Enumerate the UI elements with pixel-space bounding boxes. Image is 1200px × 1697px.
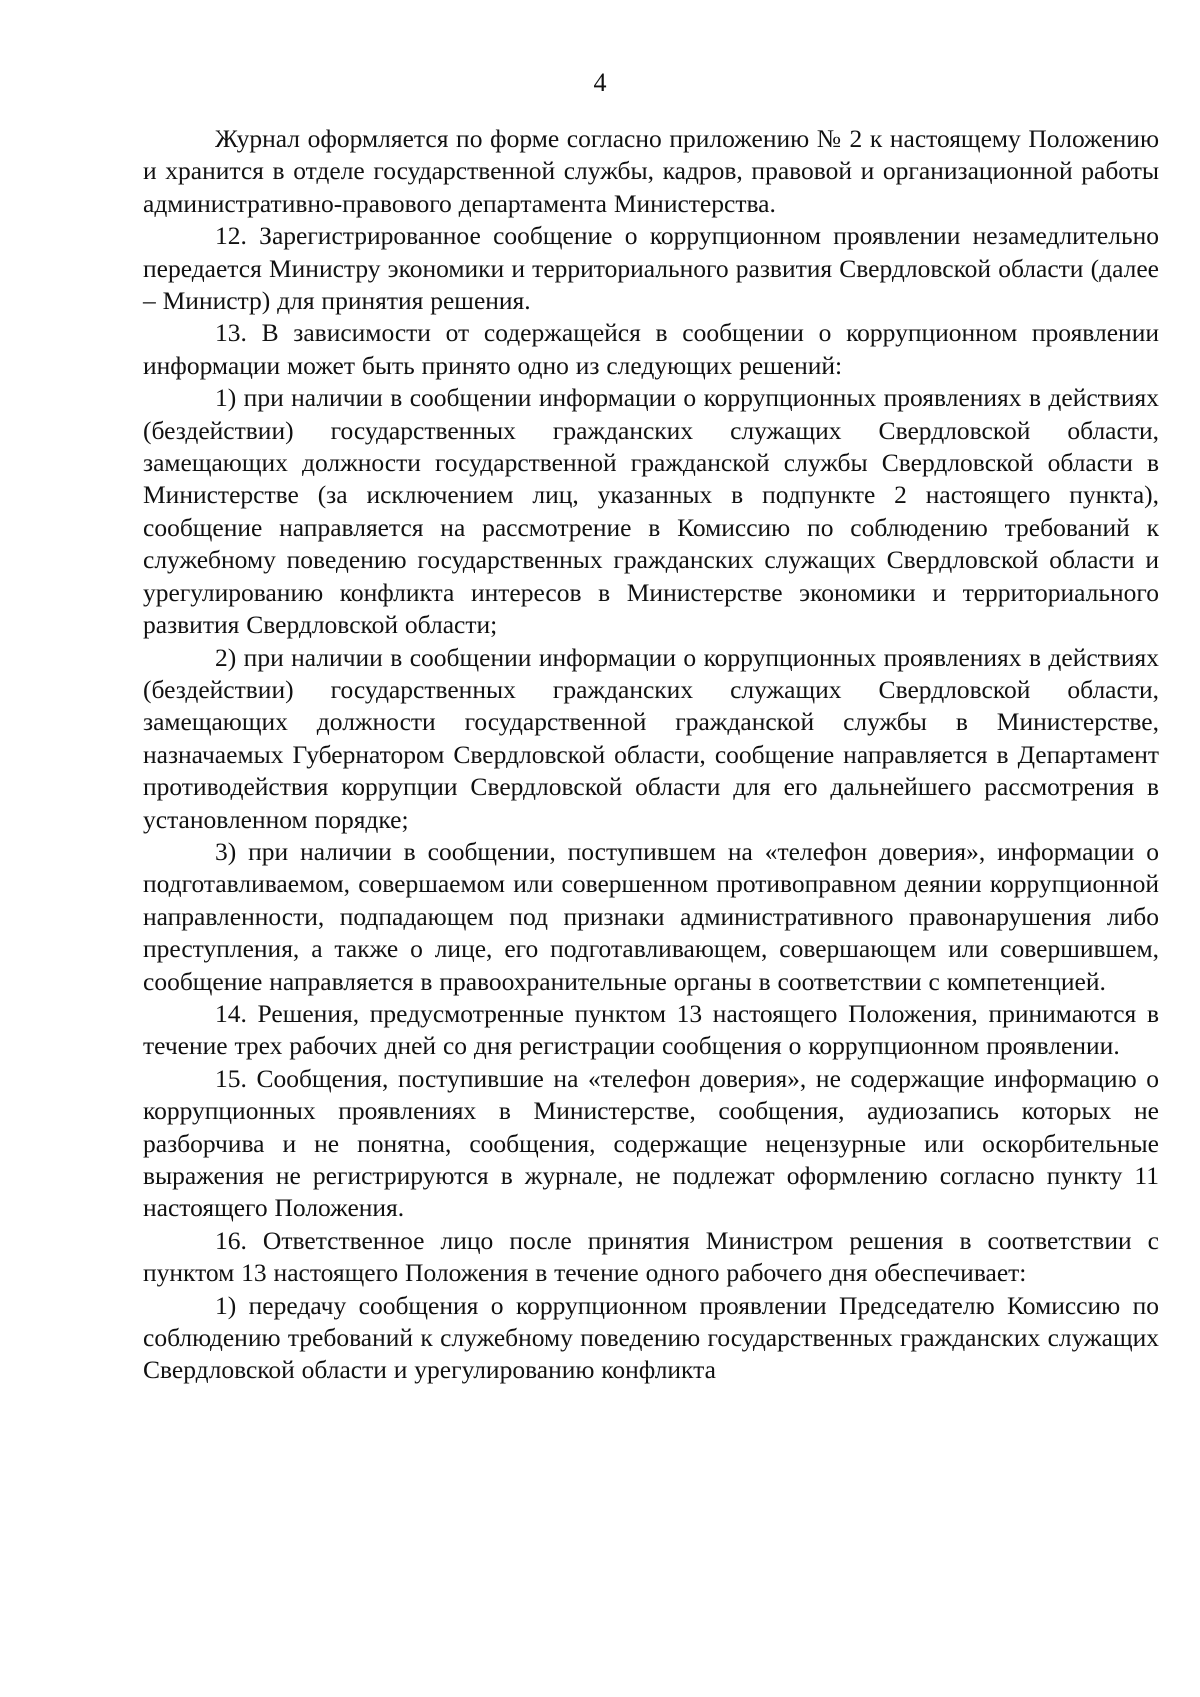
document-body (143, 123, 1159, 1387)
paragraph-item-14: 14. Решения, предусмотренные пунктом 13 настоящего Положения, принимаются в течение трех рабочих дней со дня регистрации сообщения о коррупционном проявлении. (143, 998, 1159, 1061)
paragraph-item-12: 12. Зарегистрированное сообщение о коррупционном проявлении незамедлительно передается Министру экономики и территориального развития Свердловской области (далее – Министр) для принятия решения. (143, 221, 1159, 316)
paragraph-item-13: 13. В зависимости от содержащейся в сообщении о коррупционном проявлении информации может быть принято одно из следующих решений: (143, 318, 1159, 380)
page-number: 4 (593, 68, 607, 97)
paragraph-item-16: 16. Ответственное лицо после принятия Министром решения в соответствии с пунктом 13 настоящего Положения в течение одного рабочего дня обеспечивает: (143, 1225, 1159, 1288)
paragraph-item-16-sub-1: 1) передачу сообщения о коррупционном проявлении Председателю Комиссию по соблюдению требований к служебному поведению государственных гражданских служащих Свердловской области и урегулированию конфликта (143, 1290, 1159, 1385)
paragraph-item-13-sub-1: 1) при наличии в сообщении информации о коррупционных проявлениях в действиях (бездействии) государственных гражданских служащих Свердловской области, замещающих должности государственной гражданской службы Свердловской области в Министерстве (за исключением лиц, указанных в подпункте 2 настоящего пункта), сообщение направляется на рассмотрение в Комиссию по соблюдению требований к служебному поведению государственных гражданских служащих Свердловской области и урегулированию конфликта интересов в Министерстве экономики и территориального развития Свердловской области; (143, 383, 1159, 640)
paragraph-item-15: 15. Сообщения, поступившие на «телефон доверия», не содержащие информацию о коррупционных проявлениях в Министерстве, сообщения, аудиозапись которых не разборчива и не понятна, сообщения, содержащие нецензурные или оскорбительные выражения не регистрируются в журнале, не подлежат оформлению согласно пункту 11 настоящего Положения. (143, 1063, 1159, 1223)
paragraph-item-13-sub-3: 3) при наличии в сообщении, поступившем на «телефон доверия», информации о подготавливаемом, совершаемом или совершенном противоправном деянии коррупционной направленности, подпадающем под признаки административного правонарушения либо преступления, а также о лице, его подготавливающем, совершающем или совершившем, сообщение направляется в правоохранительные органы в соответствии с компетенцией. (143, 836, 1159, 996)
paragraph-journal: Журнал оформляется по форме согласно приложению № 2 к настоящему Положению и хранится в отделе государственной службы, кадров, правовой и организационной работы административно-правового департамента Министерства. (143, 124, 1159, 218)
paragraph-item-13-sub-2: 2) при наличии в сообщении информации о коррупционных проявлениях в действиях (бездействии) государственных гражданских служащих Свердловской области, замещающих должности государственной гражданской службы в Министерстве, назначаемых Губернатором Свердловской области, сообщение направляется в Департамент противодействия коррупции Свердловской области для его дальнейшего рассмотрения в установленном порядке; (143, 642, 1159, 834)
